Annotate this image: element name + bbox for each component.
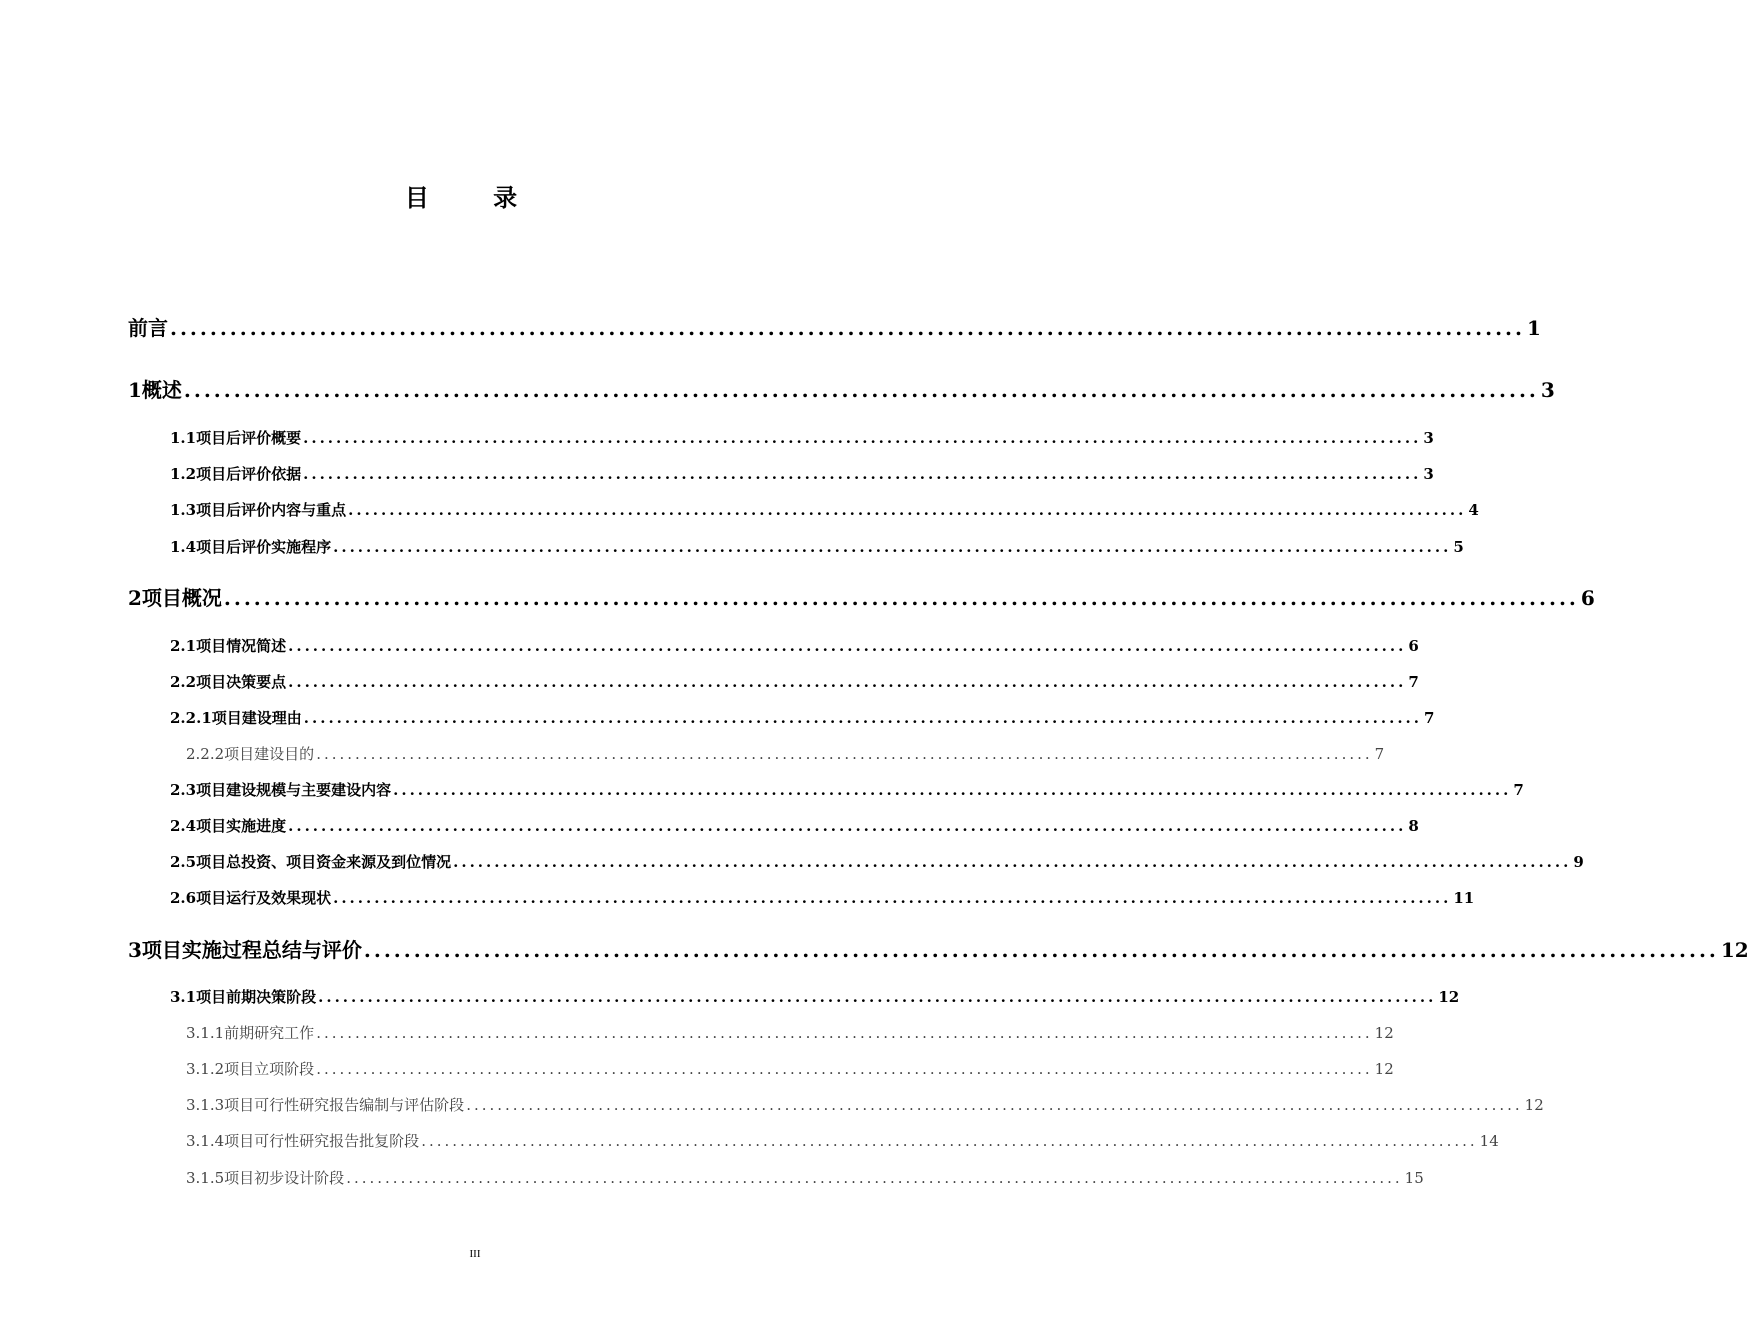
toc-entry-label: 项目后评价内容与重点 [196, 501, 347, 519]
toc-entry-label: 项目立项阶段 [224, 1060, 315, 1078]
toc-leader-dots: ........................................................................................................................................ [288, 673, 1407, 691]
toc-entry-number: 3.1.2 [186, 1060, 225, 1078]
toc-entry[interactable] [170, 499, 1479, 520]
toc-entry[interactable] [170, 671, 1419, 692]
toc-entry-label: 项目实施过程总结与评价 [141, 938, 362, 962]
toc-entry-page: 12 [1374, 1060, 1394, 1078]
toc-entry-page: 8 [1408, 817, 1419, 835]
toc-entry-number: 3 [128, 938, 142, 962]
toc-entry[interactable] [170, 815, 1419, 836]
toc-entry[interactable] [170, 986, 1460, 1007]
toc-entry-label: 项目可行性研究报告批复阶段 [224, 1132, 420, 1150]
toc-entry-label: 前言 [128, 316, 168, 340]
toc-leader-dots: ........................................................................................................................................ [223, 586, 1579, 610]
toc-entry-page: 7 [1408, 673, 1419, 691]
toc-entry-label: 项目后评价实施程序 [196, 538, 332, 556]
toc-entry-page: 12 [1438, 988, 1460, 1006]
toc-entry-number: 2.2.1 [170, 709, 212, 727]
toc-leader-dots: ........................................................................................................................................ [303, 465, 1422, 483]
toc-entry-page: 1 [1526, 316, 1541, 340]
toc-entry-label: 2.6项目运行及效果现状 [170, 889, 332, 907]
page-number-footer: III [469, 1248, 481, 1260]
toc-entry[interactable] [186, 1167, 1424, 1188]
toc-entry[interactable] [170, 779, 1524, 800]
toc-entry-page: 15 [1404, 1169, 1424, 1187]
toc-entry[interactable] [186, 743, 1385, 764]
toc-entry-number: 3.1.3 [186, 1096, 225, 1114]
toc-leader-dots: ........................................................................................................................................ [421, 1132, 1478, 1150]
toc-entry[interactable] [170, 635, 1419, 656]
toc-entry-page: 3 [1540, 378, 1555, 402]
toc-entry-label: 项目后评价概要 [196, 429, 302, 447]
toc-entry-page: 12 [1720, 938, 1749, 962]
toc-leader-dots: ........................................................................................................................................ [316, 745, 1373, 763]
toc-entry-page: 5 [1453, 538, 1464, 556]
toc-entry-label: 项目实施进度 [196, 817, 287, 835]
toc-entry-page: 7 [1513, 781, 1524, 799]
toc-entry-number: 3.1.5 [186, 1169, 225, 1187]
toc-leader-dots: ........................................................................................................................................ [183, 378, 1539, 402]
toc-entry[interactable] [170, 536, 1464, 557]
toc-entry[interactable] [170, 887, 1475, 908]
toc-entry-label: 项目概况 [141, 586, 222, 610]
toc-leader-dots: ........................................................................................................................................ [363, 938, 1719, 962]
toc-entry[interactable] [170, 707, 1435, 728]
toc-entry-label: 项目前期决策阶段 [196, 988, 317, 1006]
toc-entry-page: 4 [1468, 501, 1479, 519]
toc-entry-label: 项目建设理由 [211, 709, 302, 727]
toc-entry[interactable] [170, 851, 1584, 872]
toc-entry-number: 2.3 [170, 781, 197, 799]
toc-entry-page: 6 [1580, 586, 1595, 610]
toc-entry-page: 12 [1374, 1024, 1394, 1042]
toc-entry-label: 项目决策要点 [196, 673, 287, 691]
toc-entry-label: 项目情况简述 [196, 637, 287, 655]
toc-entry-number: 2.5 [170, 853, 197, 871]
toc-leader-dots: ........................................................................................................................................ [288, 817, 1407, 835]
toc-entry[interactable] [128, 312, 1541, 341]
toc-entry-label: 前期研究工作 [224, 1024, 315, 1042]
toc-entry-number: 2 [128, 586, 142, 610]
toc-entry-number: 1.4 [170, 538, 197, 556]
toc-leader-dots: ........................................................................................................................................ [333, 889, 1452, 907]
toc-leader-dots: ........................................................................................................................................ [453, 853, 1572, 871]
toc-entry-number: 2.2.2 [186, 745, 225, 763]
toc-leader-dots: ........................................................................................................................................ [316, 1060, 1373, 1078]
toc-leader-dots: ........................................................................................................................................ [346, 1169, 1403, 1187]
toc-leader-dots: ........................................................................................................................................ [316, 1024, 1373, 1042]
toc-entry-page: 12 [1524, 1096, 1544, 1114]
toc-leader-dots: ........................................................................................................................................ [170, 316, 1525, 340]
toc-entry-label: 项目后评价依据 [196, 465, 302, 483]
toc-entry-page: 7 [1424, 709, 1435, 727]
toc-leader-dots: ........................................................................................................................................ [288, 637, 1407, 655]
toc-entry[interactable] [186, 1058, 1394, 1079]
toc-entry-number: 1.1 [170, 429, 197, 447]
toc-leader-dots: ........................................................................................................................................ [333, 538, 1452, 556]
toc-entry[interactable] [186, 1130, 1499, 1151]
toc-entry-number: 1.2 [170, 465, 197, 483]
toc-entry[interactable] [186, 1094, 1544, 1115]
toc-entry[interactable] [128, 582, 1595, 611]
toc-entry-number: 1 [128, 378, 142, 402]
toc-entry-label: 项目建设规模与主要建设内容 [196, 781, 392, 799]
toc-entry-page: 9 [1573, 853, 1584, 871]
toc-entry-number: 3.1.4 [186, 1132, 225, 1150]
toc-entry-page: 6 [1408, 637, 1419, 655]
toc-entry-label: 项目初步设计阶段 [224, 1169, 345, 1187]
toc-entry-label: 概述 [141, 378, 182, 402]
toc-entry-page: 14 [1479, 1132, 1499, 1150]
toc-entry-number: 2.2 [170, 673, 197, 691]
toc-entry-number: 2.4 [170, 817, 197, 835]
toc-entry[interactable] [128, 374, 1555, 403]
toc-entry[interactable] [128, 934, 1749, 963]
toc-entry-page: 3 [1423, 429, 1434, 447]
toc-entry-page: 7 [1374, 745, 1385, 763]
toc-entry-page: 3 [1423, 465, 1434, 483]
toc-entry[interactable] [170, 427, 1434, 448]
toc-entry-number: 2.1 [170, 637, 197, 655]
toc-entry-number: 3.1.1 [186, 1024, 225, 1042]
page-title: 目 录 [404, 183, 546, 212]
toc-leader-dots: ........................................................................................................................................ [348, 501, 1467, 519]
toc-entry-label: 项目建设目的 [224, 745, 315, 763]
toc-entry-number: 1.3 [170, 501, 197, 519]
toc-entry-label: 项目可行性研究报告编制与评估阶段 [224, 1096, 465, 1114]
toc-leader-dots: ........................................................................................................................................ [466, 1096, 1523, 1114]
toc-leader-dots: ........................................................................................................................................ [303, 429, 1422, 447]
toc-entry[interactable] [186, 1022, 1394, 1043]
toc-leader-dots: ........................................................................................................................................ [393, 781, 1512, 799]
toc-entry-number: 3.1 [170, 988, 197, 1006]
toc-entry[interactable] [170, 463, 1434, 484]
toc-entry-page: 11 [1453, 889, 1475, 907]
toc-leader-dots: ........................................................................................................................................ [318, 988, 1437, 1006]
toc-leader-dots: ........................................................................................................................................ [303, 709, 1422, 727]
toc-entry-label: 项目总投资、项目资金来源及到位情况 [196, 853, 452, 871]
